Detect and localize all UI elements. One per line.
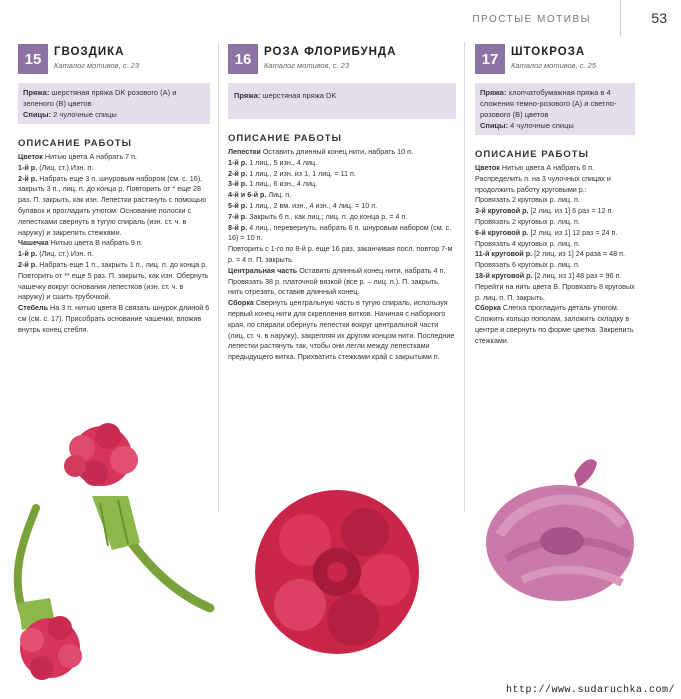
instruction-line: 2-й р. Набрать еще 1 п., закрыть 1 п., лиц. п. до конца р. Повторить от ** еще 5 раз. П. закрыть, как изн. Обернуть чашечку вокруг основания лепестков (изн. ст. ч. в наружу) и сшить трубочкой.	[18, 259, 209, 302]
instruction-line: Стебель На 3 п. нитью цвета В связать шнурок длиной 6 см (см. с. 17). Присобрать основание чашечки, вложив внутрь конец стебля.	[18, 303, 210, 334]
catalog-reference: Каталог мотивов, с. 25	[511, 61, 597, 70]
instruction-line: 8-й р. 4 лиц., перевернуть, набрать 6 п. шнуровым набором (см. с. 16) = 10 п.	[228, 222, 452, 243]
instruction-line: 1-й р. (Лиц. ст.) Изн. п.	[18, 249, 94, 259]
instruction-line: 5-й р. 1 лиц., 2 вм. изн., 4 изн., 4 лиц. = 10 п.	[228, 200, 378, 210]
needles-text: 4 чулочные спицы	[510, 121, 574, 130]
yarn-text: шерстяная пряжа DK	[262, 91, 337, 100]
instruction-line: Распределить п. на 3 чулочных спицах и продолжить работу круговыми р.:	[475, 173, 611, 194]
instruction-line: Цветок Нитью цвета А набрать 6 п.	[475, 163, 594, 172]
instruction-line: Провязать 6 круговых р. лиц. п.	[475, 260, 580, 270]
motif-title: ГВОЗДИКА	[54, 46, 125, 58]
motif-title: РОЗА ФЛОРИБУНДА	[264, 46, 397, 58]
instruction-line: 1-й р. 1 лиц., 5 изн., 4 лиц.	[228, 157, 318, 167]
watermark: http://www.sudaruchka.com/	[505, 685, 675, 696]
materials-box: Пряжа: шерстяная пряжа DK	[228, 83, 456, 119]
catalog-reference: Каталог мотивов, с. 23	[264, 61, 350, 70]
motif-number-badge: 17	[475, 44, 505, 74]
instruction-line: Чашечка Нитью цвета В набрать 9 п.	[18, 238, 143, 248]
section-title: ОПИСАНИЕ РАБОТЫ	[18, 138, 132, 149]
page-number: 53	[651, 10, 667, 26]
header-divider	[620, 0, 621, 36]
instruction-line: Повторить с 1-го по 8-й р. еще 16 раз, заканчивая посл. повтор 7-м р. = 4 п. П. закрыть.	[228, 244, 453, 264]
motif-17	[475, 44, 635, 347]
instruction-line: 4-й и 6-й р. Лиц. п.	[228, 190, 292, 200]
instruction-line: Перейти на нить цвета В. Провязать 8 круговых р. лиц. п. П. закрыть.	[475, 281, 635, 302]
yarn-text: шерстяная пряжа DK розового (А) и зеленого (В) цветов	[23, 88, 177, 108]
instruction-line: Центральная часть Оставить длинный конец нити, набрать 4 п. Провязать 38 р. платочной вязкой (все р. – лиц. п.). П. закрыть, нить отрезать, оставив длинный конец.	[228, 265, 446, 297]
instruction-line: 18-й круговой р. [2 лиц. из 1] 48 раз = 96 п.	[475, 270, 622, 280]
catalog-reference: Каталог мотивов, с. 23	[54, 61, 140, 70]
instruction-line: 3-й круговой р. [2 лиц. из 1] 6 раз = 12 п.	[475, 206, 614, 216]
instruction-line: 6-й круговой р. [2 лиц. из 1] 12 раз = 24 п.	[475, 227, 618, 237]
motif-number-badge: 15	[18, 44, 48, 74]
instruction-line: 7-й р. Закрыть 6 п., как лиц.; лиц. п. до конца р. = 4 п.	[228, 211, 408, 221]
needles-text: 2 чулочные спицы	[53, 110, 117, 119]
instruction-line: 1-й р. (Лиц. ст.) Изн. п.	[18, 162, 94, 172]
motif-15	[18, 44, 210, 336]
instructions	[228, 147, 456, 363]
yarn-text: хлопчатобумажная пряжа в 4 сложения темно-розового (А) и светло-розового (В) цветов	[480, 88, 617, 119]
column-divider	[464, 42, 465, 512]
materials-box: Пряжа: хлопчатобумажная пряжа в 4 сложения темно-розового (А) и светло-розового (В) цветов Спицы: 4 чулочные спицы	[475, 83, 635, 135]
hollyhock-photo	[482, 455, 642, 610]
instruction-line: 3-й р. 1 лиц., 6 изн., 4 лиц.	[228, 179, 318, 189]
instruction-line: Цветок Нитью цвета А набрать 7 п.	[18, 152, 137, 161]
instruction-line: 11-й круговой р. [2 лиц. из 1] 24 раза = 48 п.	[475, 249, 625, 259]
instruction-line: Лепестки Оставить длинный конец нити, набрать 10 п.	[228, 147, 414, 156]
instruction-line: Провязать 2 круговых р. лиц. п.	[475, 216, 580, 226]
motif-16	[228, 44, 456, 363]
instructions	[18, 152, 210, 336]
instruction-line: Сборка Свернуть центральную часть в тугую спираль, используя первый конец нити для скрепления витков. Начиная с наборного края, по спирали обернуть лепестки вокруг центральной части (лиц. ст. ч. в наружу), закрепляя их другим концом нити. Последние лепестки растянуть так, чтобы они легли между лепестками предыдущего витка. Прихватить стежками край с закрытыми п.	[228, 298, 455, 362]
instruction-line: Провязать 2 круговых р. лиц. п.	[475, 195, 580, 205]
motif-title: ШТОКРОЗА	[511, 46, 586, 58]
section-header: ПРОСТЫЕ МОТИВЫ	[472, 14, 591, 25]
motif-number-badge: 16	[228, 44, 258, 74]
instructions	[475, 163, 635, 347]
instruction-line: Сборка Слегка прогладить деталь утюгом. Сложить кольцо пополам, заложить складку в центре и свернуть по форме цветка. Закрепить стежками.	[475, 303, 634, 345]
instruction-line: 2-й р. Набрать еще 3 п. шнуровым набором (см. с. 16), закрыть 3 п., лиц. п. до конца р. Повторить от * еще 28 раз. П. закрыть, как изн. Лепестки растянуть с помощью булавок и прогладить утюгом. Основание полоски с лепестками свернуть в тугую спираль (изн. ст. ч. в наружу) и закрепить стежками.	[18, 173, 207, 237]
materials-box: Пряжа: шерстяная пряжа DK розового (А) и зеленого (В) цветов Спицы: 2 чулочные спицы	[18, 83, 210, 124]
carnation-photo	[0, 418, 225, 690]
instruction-line: 2-й р. 1 лиц., 2 изн. из 1, 1 лиц. = 11 п.	[228, 168, 356, 178]
section-title: ОПИСАНИЕ РАБОТЫ	[228, 133, 342, 144]
section-title: ОПИСАНИЕ РАБОТЫ	[475, 149, 589, 160]
rose-photo	[245, 470, 430, 670]
instruction-line: Провязать 4 круговых р. лиц. п.	[475, 238, 580, 248]
